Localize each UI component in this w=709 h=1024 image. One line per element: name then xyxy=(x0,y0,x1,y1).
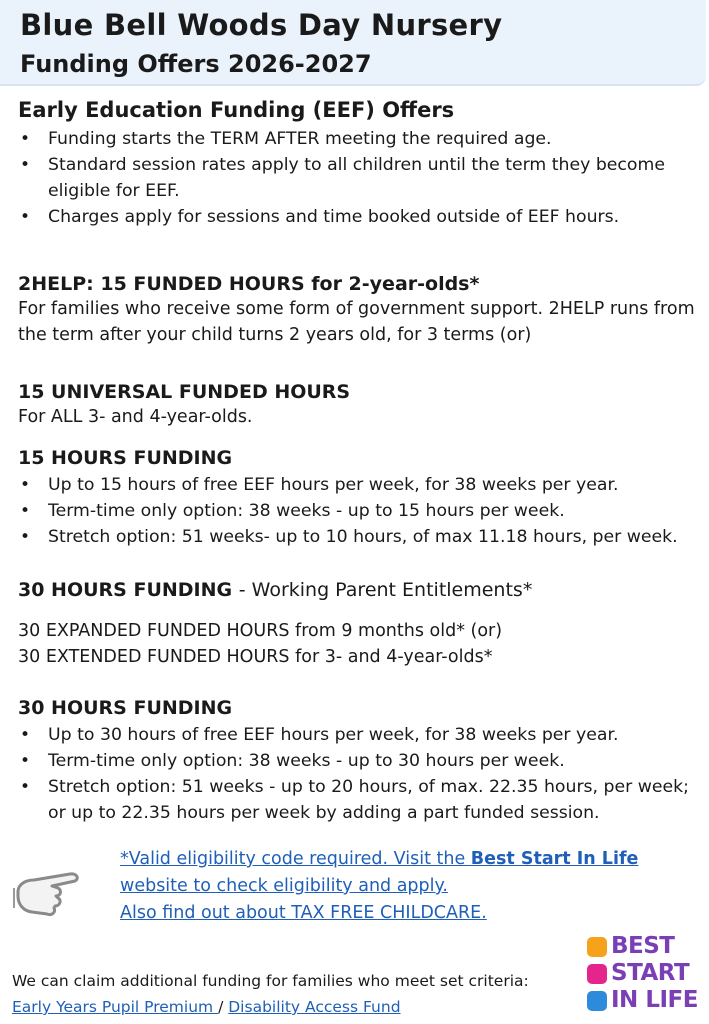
footer-intro: We can claim additional funding for families who meet set criteria: xyxy=(12,972,529,990)
help2-heading: 2HELP: 15 FUNDED HOURS for 2-year-olds* xyxy=(18,273,480,295)
funding30-list xyxy=(18,722,701,826)
eef-section xyxy=(18,98,701,230)
footer-separator: / xyxy=(218,998,224,1016)
help2-section xyxy=(18,272,701,348)
logo-square-pink xyxy=(587,964,607,984)
page-title: Blue Bell Woods Day Nursery xyxy=(20,8,503,42)
note-text-1: *Valid eligibility code required. Visit the xyxy=(120,849,471,869)
eligibility-note xyxy=(120,846,700,927)
logo-word-2: START xyxy=(611,960,690,986)
tax-free-childcare-link[interactable]: Also find out about TAX FREE CHILDCARE. xyxy=(120,903,487,923)
logo-word-1: BEST xyxy=(611,933,675,959)
universal-section xyxy=(18,380,701,430)
logo-square-orange xyxy=(587,937,607,957)
funding15-list xyxy=(18,472,701,550)
logo-word-3: IN LIFE xyxy=(611,987,698,1013)
list-item: • Funding starts the TERM AFTER meeting the required age. xyxy=(18,126,701,152)
help2-text: For families who receive some form of government support. 2HELP runs from the term after your child turns 2 years old, for 3 terms (or) xyxy=(18,299,695,345)
funding15-heading: 15 HOURS FUNDING xyxy=(18,447,233,469)
logo-square-blue xyxy=(587,991,607,1011)
working-heading-rest: - Working Parent Entitlements* xyxy=(238,579,533,601)
list-item: • Stretch option: 51 weeks- up to 10 hours, of max 11.18 hours, per week. xyxy=(18,524,701,550)
list-item: • Standard session rates apply to all children until the term they become eligible for EEF. xyxy=(18,152,701,204)
working-line1: 30 EXPANDED FUNDED HOURS from 9 months old* (or) xyxy=(18,621,503,641)
pupil-premium-link[interactable]: Early Years Pupil Premium xyxy=(12,998,219,1016)
universal-heading: 15 UNIVERSAL FUNDED HOURS xyxy=(18,381,351,403)
header-banner xyxy=(0,0,706,86)
list-item: • Up to 30 hours of free EEF hours per week, for 38 weeks per year. xyxy=(18,722,701,748)
page-subtitle: Funding Offers 2026-2027 xyxy=(20,50,372,78)
working-heading-bold: 30 HOURS FUNDING xyxy=(18,579,233,601)
funding30-heading: 30 HOURS FUNDING xyxy=(18,697,233,719)
working-heading xyxy=(18,578,701,602)
list-item: • Stretch option: 51 weeks - up to 20 hours, of max. 22.35 hours, per week; or up to 22.35 hours per week by adding a part funded session. xyxy=(18,774,701,826)
note-text-2: website to check eligibility and apply. xyxy=(120,876,448,896)
best-start-link[interactable]: Best Start In Life xyxy=(470,849,639,869)
universal-text: For ALL 3- and 4-year-olds. xyxy=(18,407,253,427)
list-item: • Term-time only option: 38 weeks - up to 30 hours per week. xyxy=(18,748,701,774)
eef-list xyxy=(18,126,701,230)
list-item: • Charges apply for sessions and time booked outside of EEF hours. xyxy=(18,204,701,230)
working-line2: 30 EXTENDED FUNDED HOURS for 3- and 4-year-olds* xyxy=(18,647,493,667)
working-section xyxy=(18,578,701,670)
list-item: • Term-time only option: 38 weeks - up to 15 hours per week. xyxy=(18,498,701,524)
disability-access-fund-link[interactable]: Disability Access Fund xyxy=(228,998,401,1016)
footer-text xyxy=(12,968,552,1020)
funding30-section xyxy=(18,696,701,826)
funding15-section xyxy=(18,446,701,550)
best-start-in-life-logo xyxy=(585,933,700,1019)
pointing-hand-icon xyxy=(12,862,86,918)
list-item: • Up to 15 hours of free EEF hours per week, for 38 weeks per year. xyxy=(18,472,701,498)
eef-heading: Early Education Funding (EEF) Offers xyxy=(18,98,455,122)
